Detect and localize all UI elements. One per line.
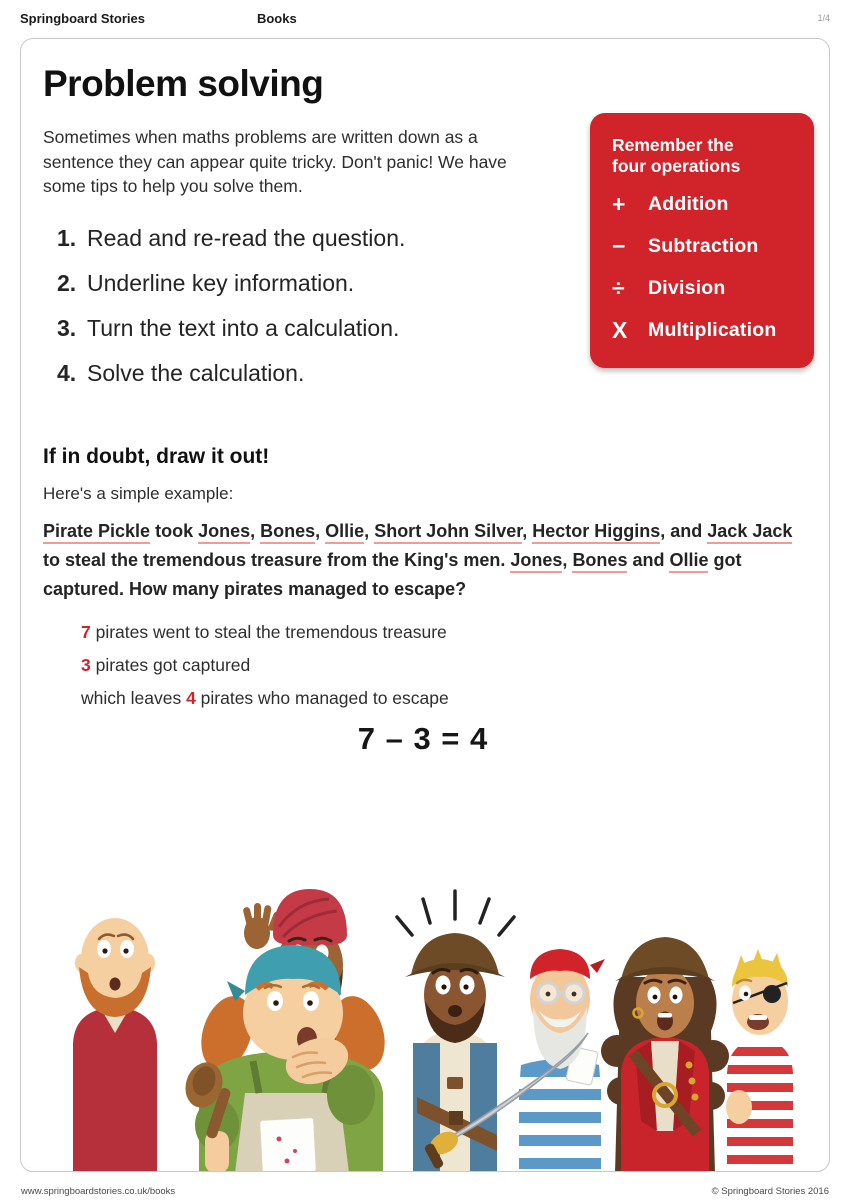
step-text: Solve the calculation. (87, 359, 305, 386)
page-title: Problem solving (43, 63, 324, 104)
operation-row-subtraction (612, 233, 800, 260)
footer-copyright: © Springboard Stories 2016 (711, 1186, 829, 1197)
pirate-captain (601, 937, 729, 1172)
step-number: 3. (57, 314, 77, 341)
page-indicator: 1/4 (817, 13, 830, 23)
pirate-bald (73, 918, 157, 1172)
pirate-boy (721, 949, 801, 1172)
operation-label: Subtraction (648, 235, 759, 258)
example-section (43, 445, 809, 757)
worksheet-content (21, 39, 829, 757)
nav-item-books[interactable]: Books (256, 10, 297, 26)
step-text: Underline key information. (87, 269, 355, 296)
division-icon: ÷ (612, 275, 625, 302)
working-line-3: which leaves 4 pirates who managed to escape (81, 687, 449, 708)
working-lines (81, 622, 809, 709)
step-number: 4. (57, 359, 77, 386)
operation-label: Multiplication (648, 319, 777, 342)
footer-url: www.springboardstories.co.uk/books (21, 1186, 176, 1197)
working-line-1: 7 pirates went to steal the tremendous treasure (81, 621, 447, 642)
worksheet-page (20, 38, 830, 1172)
intro-paragraph: Sometimes when maths problems are written down as a sentence they can appear quite tricky. Don't panic! We have some tips to help you solve them. (43, 127, 507, 196)
multiplication-icon: X (612, 317, 628, 344)
example-heading: If in doubt, draw it out! (43, 444, 270, 468)
alarm-marks (397, 891, 514, 935)
problem-paragraph: Pirate Pickle took Jones, Bones, Ollie, Short John Silver, Hector Higgins, and Jack Jack to steal the tremendous treasure from the King's men. Jones, Bones and Ollie got captured. How many pirates managed to escape? (43, 520, 793, 599)
equation-text: 7 – 3 = 4 (357, 720, 489, 756)
operation-label: Addition (648, 193, 729, 216)
top-bar (0, 0, 850, 36)
operations-box-title: Remember the four operations (612, 135, 741, 176)
operation-row-multiplication (612, 317, 800, 344)
step-number: 2. (57, 269, 77, 296)
example-lead: Here's a simple example: (43, 483, 234, 503)
step-text: Read and re-read the question. (87, 224, 406, 251)
working-line-2: 3 pirates got captured (81, 654, 251, 675)
plus-icon: + (612, 191, 626, 218)
eyepatch-icon (763, 985, 781, 1003)
pirate-crew-illustration (21, 879, 829, 1172)
operation-row-division (612, 275, 800, 302)
operation-row-addition (612, 191, 800, 218)
minus-icon: − (612, 233, 626, 260)
step-number: 1. (57, 224, 77, 251)
page-footer (21, 1186, 829, 1197)
operation-label: Division (648, 277, 726, 300)
brand-title: Springboard Stories (20, 10, 145, 26)
pirate-cook (180, 945, 394, 1172)
step-text: Turn the text into a calculation. (87, 314, 400, 341)
operations-reminder-box (590, 113, 814, 368)
